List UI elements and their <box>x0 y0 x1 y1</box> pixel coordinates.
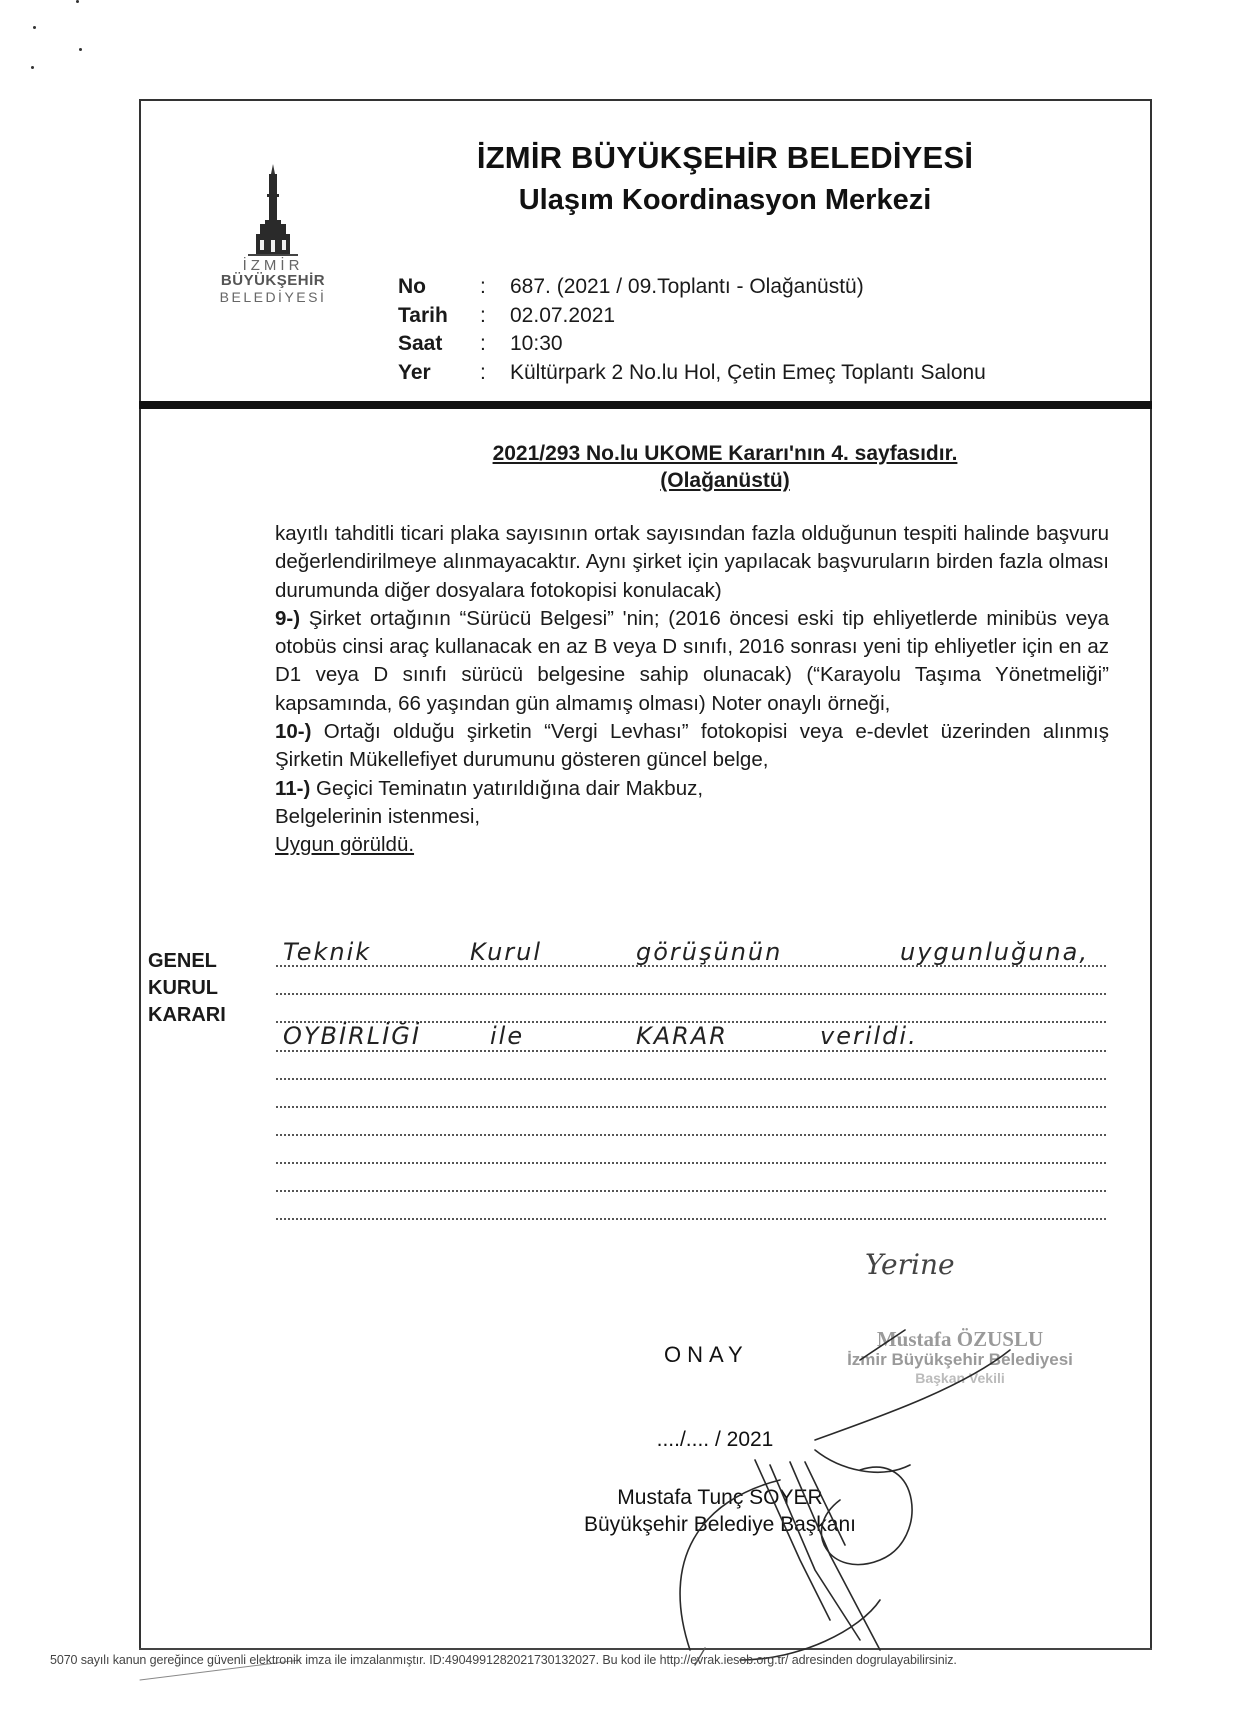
handwritten-word: Teknik <box>283 938 372 966</box>
list-item-9 <box>275 605 1109 718</box>
meta-value: 10:30 <box>510 332 563 355</box>
gk-label-line: KURUL <box>148 977 218 999</box>
meta-separator: : <box>480 275 486 298</box>
meta-row-saat <box>398 330 986 359</box>
document-title: İZMİR BÜYÜKŞEHİR BELEDİYESİ <box>476 140 974 175</box>
mayor-name: Mustafa Tunç SOYER <box>617 1486 823 1509</box>
dotted-line <box>276 1134 1106 1136</box>
gk-label-line: KARARI <box>148 1004 226 1026</box>
list-item-10 <box>275 718 1109 775</box>
clock-tower-icon <box>238 160 308 260</box>
meta-key: Tarih <box>398 303 448 327</box>
handwritten-word: görüşünün <box>636 938 783 966</box>
meta-row-tarih <box>398 302 986 331</box>
meeting-meta <box>398 273 986 387</box>
dotted-line <box>276 1190 1106 1192</box>
meta-value: 02.07.2021 <box>510 303 616 327</box>
approval-date: ..../.... / 2021 <box>656 1428 774 1451</box>
decision-body <box>275 520 1109 860</box>
closing-line: Belgelerinin istenmesi, <box>275 804 481 828</box>
item-text: Ortağı olduğu şirketin “Vergi Levhası” fotokopisi veya e-devlet üzerinden alınmış Şirketin Mükellefiyet durumunu gösteren güncel belge, <box>275 720 1109 772</box>
item-number: 11-) <box>275 776 311 800</box>
header-divider <box>139 401 1152 409</box>
body-paragraph: kayıtlı tahditli ticari plaka sayısının ortak sayısından fazla olduğunun tespiti halinde başvuru değerlendirilmeye alınmayacaktır. Aynı şirket için yapılacak başvuruların birden fazla olması durumunda diğer dosyalara fotokopisi konulacak) <box>275 522 1109 602</box>
handwritten-word: ile <box>490 1022 525 1050</box>
scan-speck <box>76 0 79 3</box>
meta-row-no <box>398 273 986 302</box>
document-subtitle: Ulaşım Koordinasyon Merkezi <box>518 184 932 216</box>
item-number: 10-) <box>275 720 312 744</box>
dotted-line <box>276 1078 1106 1080</box>
e-signature-footer: 5070 sayılı kanun gereğince güvenli elektronik imza ile imzalanmıştır. ID:4904991282021730132027. Bu kod ile http://evrak.iesob.org.tr/ adresinden dogrulayabilirsiniz. <box>50 1653 957 1667</box>
handwritten-word: KARAR <box>636 1022 728 1050</box>
stamp-title: Başkan Vekili <box>915 1370 1005 1386</box>
logo-line-belediyesi: BELEDİYESİ <box>219 289 327 305</box>
mayor-signature-block <box>530 1484 910 1538</box>
dotted-line <box>276 1218 1106 1220</box>
decision-reference: 2021/293 No.lu UKOME Kararı'nın 4. sayfasıdır. <box>492 442 958 465</box>
deputy-stamp <box>830 1328 1090 1386</box>
dotted-line <box>276 1162 1106 1164</box>
stamp-org: İzmir Büyükşehir Belediyesi <box>847 1350 1073 1369</box>
stamp-name: Mustafa ÖZUSLU <box>876 1327 1044 1351</box>
dotted-line <box>276 993 1106 995</box>
dotted-line <box>276 1106 1106 1108</box>
meta-key: Yer <box>398 360 431 384</box>
handwritten-word: OYBİRLİĞİ <box>283 1022 421 1050</box>
scan-speck <box>33 26 36 29</box>
handwritten-word: uygunluğuna, <box>900 938 1089 966</box>
meta-key: No <box>398 275 426 298</box>
logo-line-izmir: İZMİR <box>242 257 304 274</box>
gk-label-line: GENEL <box>148 950 217 972</box>
approval-label: ONAY <box>664 1342 749 1367</box>
decision-type: (Olağanüstü) <box>660 469 790 492</box>
logo-line-buyuksehir: BÜYÜKŞEHİR <box>220 272 326 289</box>
meta-value: 687. (2021 / 09.Toplantı - Olağanüstü) <box>510 275 864 298</box>
list-item-11 <box>275 775 1109 803</box>
item-text: Şirket ortağının “Sürücü Belgesi” 'nin; (2016 öncesi eski tip ehliyetlerde minibüs veya otobüs cinsi araç kullanacak en az B veya D sınıfı, 2016 sonrası yeni tip ehliyetler için en az D1 veya D sınıfı sürücü belgesine sahip olunacak) (“Karayolu Taşıma Yönetmeliği” kapsamında, 66 yaşından gün almamış olması) Noter onaylı örneği, <box>275 606 1109 715</box>
decision-page-heading <box>300 440 1150 494</box>
handwritten-word: verildi. <box>820 1022 918 1050</box>
item-number: 9-) <box>275 606 301 630</box>
scan-speck <box>31 66 34 69</box>
meta-key: Saat <box>398 332 443 355</box>
document-frame-bottom <box>139 1648 1152 1650</box>
meta-separator: : <box>480 303 486 327</box>
scan-speck <box>79 48 82 51</box>
item-text: Geçici Teminatın yatırıldığına dair Makbuz, <box>310 776 704 800</box>
approval-statement: Uygun görüldü. <box>275 833 415 857</box>
meta-separator: : <box>480 360 486 384</box>
meta-separator: : <box>480 332 486 355</box>
mayor-title: Büyükşehir Belediye Başkanı <box>584 1513 856 1536</box>
general-assembly-label <box>148 948 226 1029</box>
handwritten-word: Kurul <box>470 938 543 966</box>
handwritten-note: Yerine <box>865 1248 955 1281</box>
meta-value: Kültürpark 2 No.lu Hol, Çetin Emeç Toplantı Salonu <box>510 360 986 384</box>
meta-row-yer <box>398 359 986 388</box>
dotted-line <box>276 1050 1106 1052</box>
